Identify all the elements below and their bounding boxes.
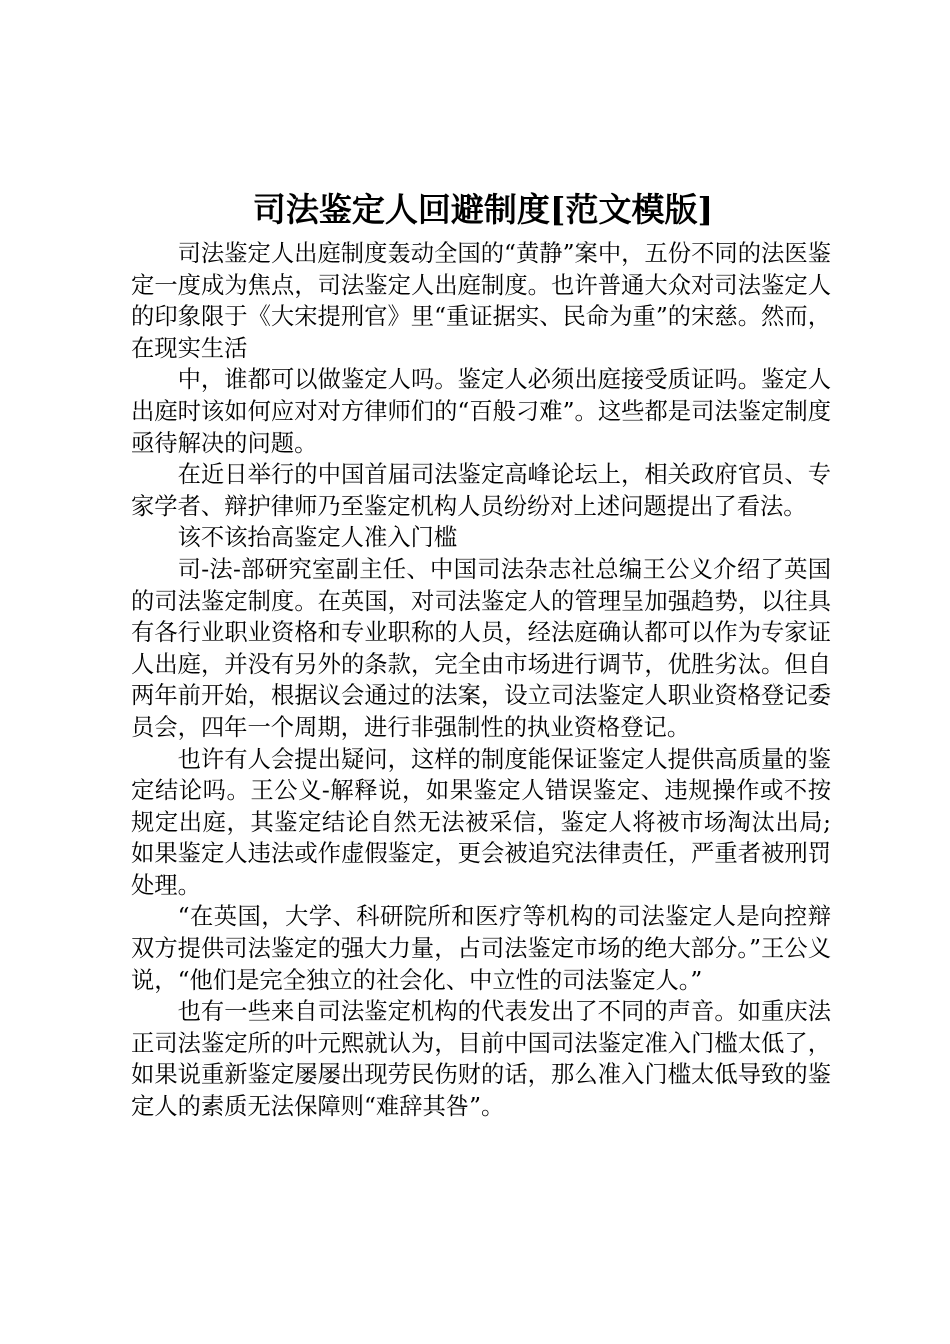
paragraph-1: 司法鉴定人出庭制度轰动全国的“黄静”案中，五份不同的法医鉴定一度成为焦点，司法鉴定人出庭制度。也许普通大众对司法鉴定人的印象限于《大宋提刑官》里“重证据实、民命为重”的宋慈。然而，在现实生活 xyxy=(131,240,831,362)
paragraph-2: 中，谁都可以做鉴定人吗。鉴定人必须出庭接受质证吗。鉴定人出庭时该如何应对对方律师们的“百般刁难”。这些都是司法鉴定制度亟待解决的问题。 xyxy=(131,366,831,457)
paragraph-7: “在英国，大学、科研院所和医疗等机构的司法鉴定人是向控辩双方提供司法鉴定的强大力量，占司法鉴定市场的绝大部分。”王公义说，“他们是完全独立的社会化、中立性的司法鉴定人。” xyxy=(131,903,831,994)
paragraph-5: 司-法-部研究室副主任、中国司法杂志社总编王公义介绍了英国的司法鉴定制度。在英国，对司法鉴定人的管理呈加强趋势，以往具有各行业职业资格和专业职称的人员，经法庭确认都可以作为专家证人出庭，并没有另外的条款，完全由市场进行调节，优胜劣汰。但自两年前开始，根据议会通过的法案，设立司法鉴定人职业资格登记委员会，四年一个周期，进行非强制性的执业资格登记。 xyxy=(131,555,831,741)
document-body xyxy=(131,238,831,1123)
paragraph-6: 也许有人会提出疑问，这样的制度能保证鉴定人提供高质量的鉴定结论吗。王公义-解释说，如果鉴定人错误鉴定、违规操作或不按规定出庭，其鉴定结论自然无法被采信，鉴定人将被市场淘汰出局;如果鉴定人违法或作虚假鉴定，更会被追究法律责任，严重者被刑罚处理。 xyxy=(131,745,831,899)
section-heading: 该不该抬高鉴定人准入门槛 xyxy=(177,524,458,552)
document-title: 司法鉴定人回避制度[范文模版] xyxy=(252,190,714,229)
paragraph-8: 也有一些来自司法鉴定机构的代表发出了不同的声音。如重庆法正司法鉴定所的叶元熙就认为，目前中国司法鉴定准入门槛太低了，如果说重新鉴定屡屡出现劳民伤财的话，那么准入门槛太低导致的鉴定人的素质无法保障则“难辞其咎”。 xyxy=(131,998,831,1121)
paragraph-3: 在近日举行的中国首届司法鉴定高峰论坛上，相关政府官员、专家学者、辩护律师乃至鉴定机构人员纷纷对上述问题提出了看法。 xyxy=(131,461,831,520)
